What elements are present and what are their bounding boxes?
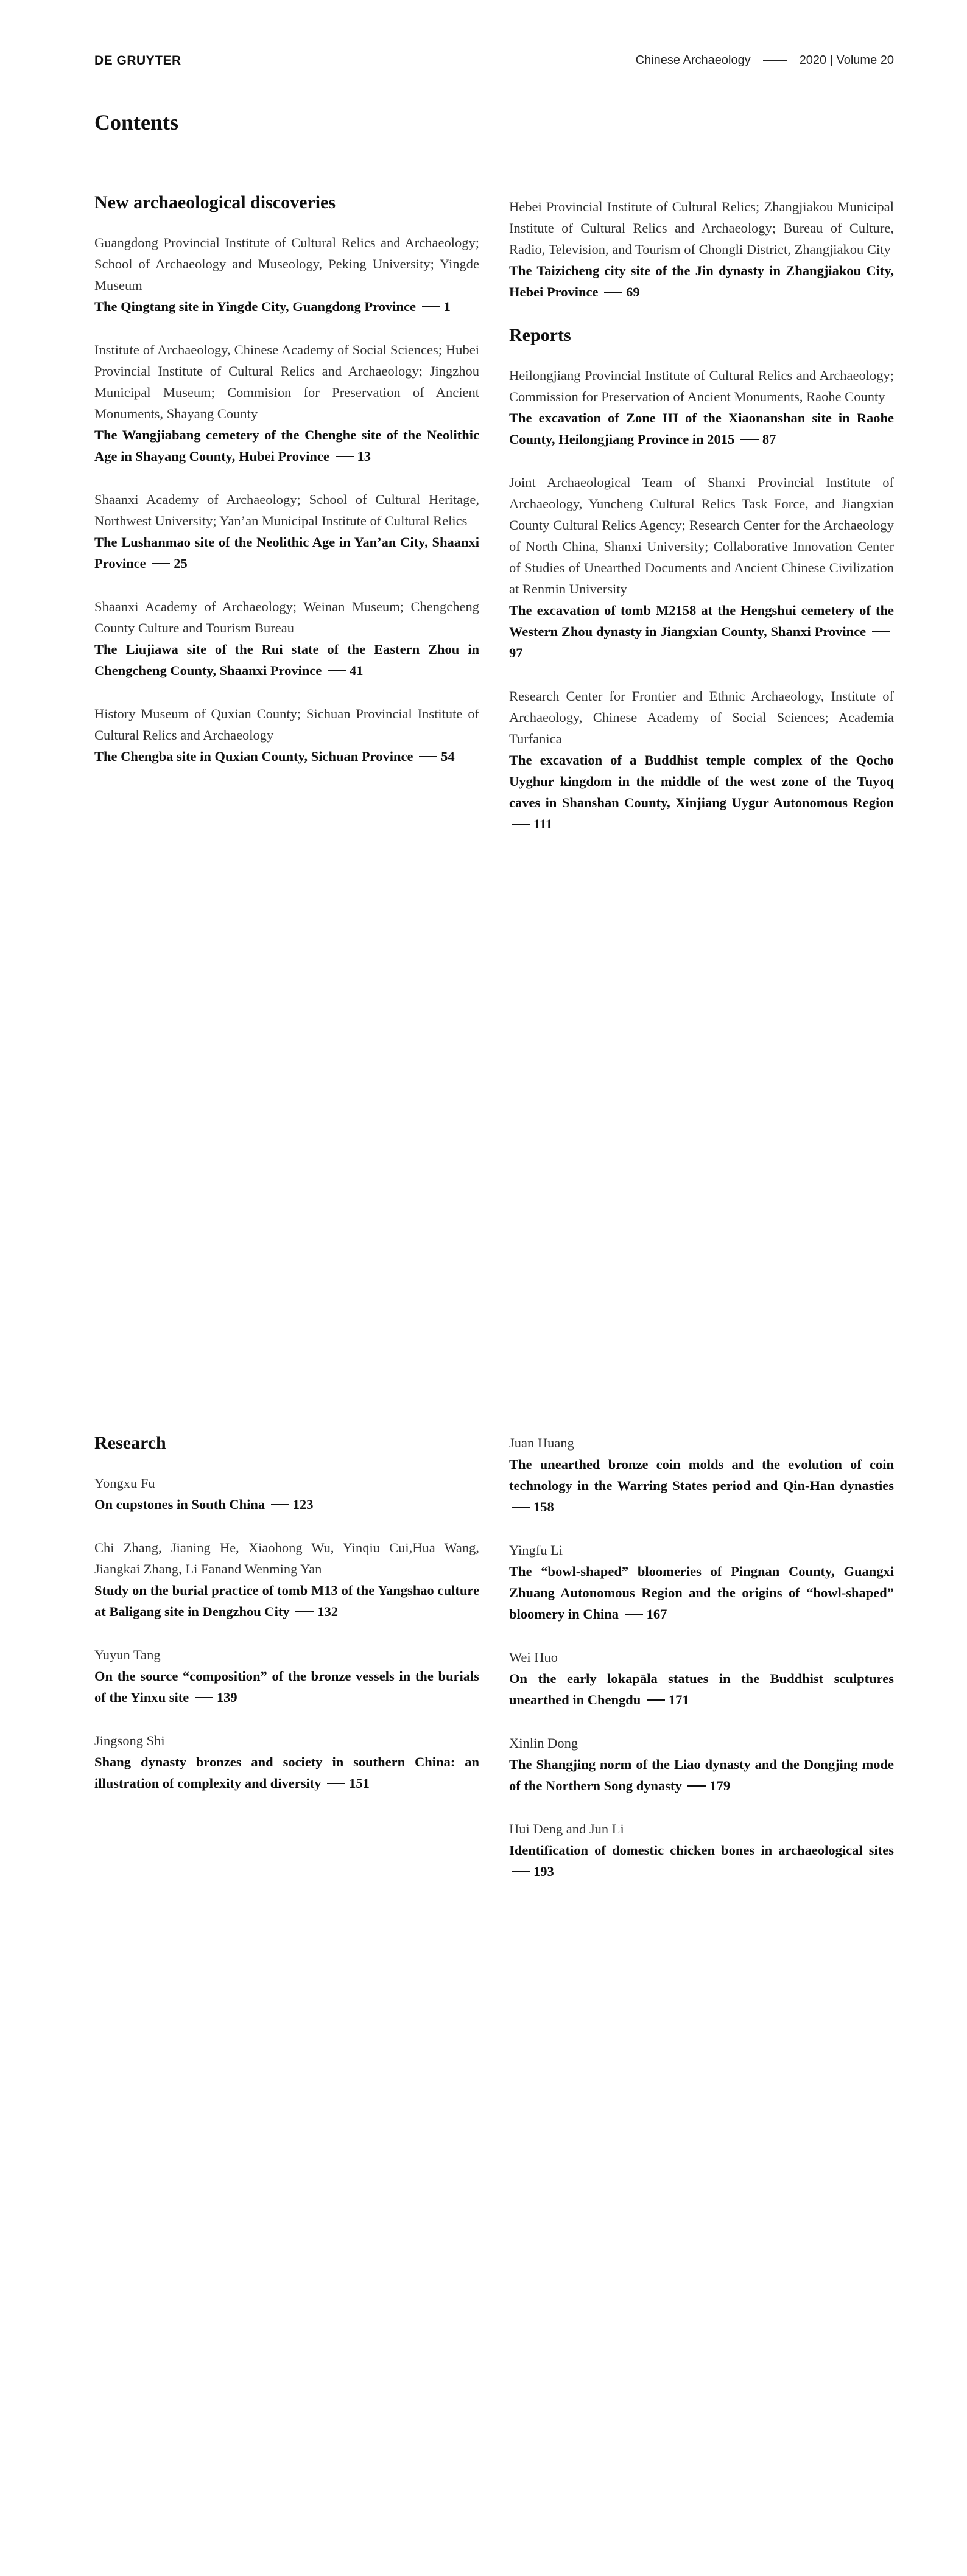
- entry-title-line[interactable]: [509, 1754, 894, 1796]
- toc-entry[interactable]: [509, 196, 894, 303]
- entry-title[interactable]: The excavation of tomb M2158 at the Hengshui cemetery of the Western Zhou dynasty in Jiangxian County, Shanxi Province: [509, 603, 894, 639]
- entry-page[interactable]: 171: [668, 1692, 689, 1707]
- entry-page[interactable]: 179: [709, 1778, 731, 1793]
- page-dash: [625, 1614, 643, 1615]
- journal-name: Chinese Archaeology: [635, 54, 751, 67]
- entry-title-line[interactable]: [94, 1665, 479, 1708]
- entry-page[interactable]: 158: [533, 1499, 554, 1514]
- entry-page[interactable]: 151: [349, 1776, 370, 1791]
- entry-page[interactable]: 1: [443, 299, 451, 314]
- page-dash: [872, 631, 890, 632]
- entry-title[interactable]: The “bowl-shaped” bloomeries of Pingnan County, Guangxi Zhuang Autonomous Region and the origins of “bowl-shaped” bloomery in China: [509, 1564, 894, 1622]
- page-dash: [419, 756, 437, 757]
- entry-title-line[interactable]: [509, 749, 894, 835]
- toc-entry[interactable]: [509, 1432, 894, 1517]
- toc-entry[interactable]: [94, 489, 479, 574]
- entry-page[interactable]: 54: [441, 749, 455, 764]
- page-dash: [271, 1504, 289, 1505]
- entry-title[interactable]: Shang dynasty bronzes and society in southern China: an illustration of complexity and diversity: [94, 1754, 479, 1791]
- entry-page[interactable]: 69: [626, 284, 640, 299]
- entry-page[interactable]: 41: [350, 663, 364, 678]
- toc-entry[interactable]: [94, 232, 479, 317]
- entry-authors: Juan Huang: [509, 1435, 574, 1451]
- page-dash: [512, 1507, 530, 1508]
- entry-title-line[interactable]: [94, 1494, 479, 1515]
- entry-title-line[interactable]: [509, 1668, 894, 1710]
- page-dash: [422, 306, 440, 307]
- entry-page[interactable]: 123: [292, 1497, 314, 1512]
- entry-title[interactable]: The excavation of a Buddhist temple complex of the Qocho Uyghur kingdom in the middle of the west zone of the Tuyoq caves in Shanshan County, Xinjiang Uygur Autonomous Region: [509, 752, 894, 810]
- entry-title[interactable]: The Shangjing norm of the Liao dynasty and the Dongjing mode of the Northern Song dynasty: [509, 1757, 894, 1793]
- entry-title-line[interactable]: [94, 746, 479, 767]
- toc-entry[interactable]: [509, 1818, 894, 1882]
- journal-info: [636, 54, 894, 68]
- section-title-reports: Reports: [509, 325, 571, 345]
- toc-entry[interactable]: [94, 1537, 479, 1622]
- toc-entry[interactable]: [94, 1730, 479, 1794]
- entry-authors: Wei Huo: [509, 1650, 558, 1665]
- entry-page[interactable]: 25: [174, 556, 188, 571]
- entry-title-line[interactable]: [94, 639, 479, 681]
- entry-title[interactable]: The Chengba site in Quxian County, Sichuan Province: [94, 749, 413, 764]
- entry-title-line[interactable]: [509, 1839, 894, 1882]
- entry-title[interactable]: The Taizicheng city site of the Jin dynasty in Zhangjiakou City, Hebei Province: [509, 263, 894, 299]
- entry-page[interactable]: 132: [317, 1604, 339, 1619]
- toc-entry[interactable]: [94, 1472, 479, 1515]
- entry-authors: Xinlin Dong: [509, 1735, 578, 1751]
- entry-authors: Hebei Provincial Institute of Cultural Relics; Zhangjiakou Municipal Institute of Cultural Relics and Archaeology; Bureau of Culture, Radio, Television, and Tourism of Chongli District, Zhangjiakou City: [509, 199, 894, 257]
- page-dash: [647, 1699, 665, 1701]
- page-dash: [687, 1785, 706, 1787]
- entry-page[interactable]: 167: [646, 1606, 667, 1622]
- issue-info: 2020 | Volume 20: [799, 54, 894, 67]
- entry-authors: Institute of Archaeology, Chinese Academy of Social Sciences; Hubei Provincial Institute of Cultural Relics and Archaeology; Jingzhou Municipal Museum; Commision for Preservation of Ancient Monuments, Shayang County: [94, 342, 479, 421]
- section-title-new-discoveries: New archaeological discoveries: [94, 192, 336, 212]
- entry-title[interactable]: The Qingtang site in Yingde City, Guangdong Province: [94, 299, 416, 314]
- entry-authors: Yuyun Tang: [94, 1647, 161, 1662]
- section-title-research: Research: [94, 1433, 166, 1453]
- entry-title[interactable]: Identification of domestic chicken bones in archaeological sites: [509, 1843, 894, 1858]
- entry-authors: Yongxu Fu: [94, 1475, 155, 1491]
- page-dash: [512, 1871, 530, 1872]
- page-header: [94, 51, 894, 73]
- column-left-top: [94, 192, 479, 789]
- page-dash: [295, 1611, 314, 1612]
- column-right-top: [509, 196, 894, 856]
- page-dash: [604, 292, 622, 293]
- page-dash: [195, 1697, 213, 1698]
- entry-title[interactable]: On cupstones in South China: [94, 1497, 265, 1512]
- toc-entry[interactable]: [94, 596, 479, 681]
- entry-authors: Hui Deng and Jun Li: [509, 1821, 624, 1836]
- toc-entry[interactable]: [509, 365, 894, 450]
- entry-title-line[interactable]: [509, 260, 894, 303]
- entry-title-line[interactable]: [94, 1751, 479, 1794]
- page-dash: [740, 439, 759, 440]
- entry-title-line[interactable]: [94, 1580, 479, 1622]
- publisher-logo: DE GRUYTER: [94, 54, 181, 68]
- entry-title-line[interactable]: [509, 407, 894, 450]
- entry-authors: History Museum of Quxian County; Sichuan Provincial Institute of Cultural Relics and Archaeology: [94, 706, 479, 743]
- page-dash: [328, 670, 346, 671]
- entry-authors: Yingfu Li: [509, 1542, 563, 1558]
- entry-title[interactable]: The excavation of Zone III of the Xiaonanshan site in Raohe County, Heilongjiang Province in 2015: [509, 410, 894, 447]
- column-left-bottom: [94, 1432, 479, 1816]
- page-dash: [512, 824, 530, 825]
- page-dash: [327, 1783, 345, 1784]
- page-dash: [336, 456, 354, 457]
- entry-authors: Heilongjiang Provincial Institute of Cultural Relics and Archaeology; Commission for Preservation of Ancient Monuments, Raohe County: [509, 368, 894, 404]
- contents-title: Contents: [94, 110, 179, 135]
- entry-page[interactable]: 97: [509, 645, 523, 660]
- entry-title-line[interactable]: [509, 600, 894, 663]
- entry-authors: Shaanxi Academy of Archaeology; Weinan Museum; Chengcheng County Culture and Tourism Bureau: [94, 599, 479, 635]
- entry-authors: Guangdong Provincial Institute of Cultural Relics and Archaeology; School of Archaeology and Museology, Peking University; Yingde Museum: [94, 235, 479, 293]
- toc-entry[interactable]: [509, 1539, 894, 1625]
- entry-authors: Research Center for Frontier and Ethnic Archaeology, Institute of Archaeology, Chinese Academy of Social Sciences; Academia Turfanica: [509, 688, 894, 746]
- entry-page[interactable]: 193: [533, 1864, 554, 1879]
- header-dash: [763, 60, 787, 61]
- entry-authors: Jingsong Shi: [94, 1733, 165, 1748]
- entry-authors: Shaanxi Academy of Archaeology; School of Cultural Heritage, Northwest University; Yan’an Municipal Institute of Cultural Relics: [94, 492, 479, 528]
- entry-authors: Joint Archaeological Team of Shanxi Provincial Institute of Archaeology, Yuncheng Cultural Relics Task Force, and Jiangxian County Cultural Relics Agency; Research Center for the Archaeology of North China, Shanxi University; Collaborative Innovation Center of Studies of Unearthed Documents and Ancient Chinese Civilization at Renmin University: [509, 475, 894, 597]
- toc-entry[interactable]: [509, 1732, 894, 1796]
- entry-title-line[interactable]: [509, 1454, 894, 1517]
- entry-title[interactable]: The Wangjiabang cemetery of the Chenghe site of the Neolithic Age in Shayang County, Hubei Province: [94, 427, 479, 464]
- column-right-bottom: [509, 1432, 894, 1904]
- entry-authors: Chi Zhang, Jianing He, Xiaohong Wu, Yinqiu Cui,Hua Wang, Jiangkai Zhang, Li Fanand Wenming Yan: [94, 1540, 479, 1577]
- toc-entry[interactable]: [509, 1647, 894, 1710]
- entry-title[interactable]: Study on the burial practice of tomb M13 of the Yangshao culture at Baligang site in Dengzhou City: [94, 1583, 479, 1619]
- entry-title[interactable]: On the early lokapāla statues in the Buddhist sculptures unearthed in Chengdu: [509, 1671, 894, 1707]
- toc-entry[interactable]: [94, 339, 479, 467]
- entry-title-line[interactable]: [94, 424, 479, 467]
- page-dash: [152, 563, 170, 564]
- entry-title-line[interactable]: [509, 1561, 894, 1625]
- entry-title-line[interactable]: [94, 296, 479, 317]
- toc-entry[interactable]: [94, 1644, 479, 1708]
- entry-page[interactable]: 139: [216, 1690, 237, 1705]
- entry-title[interactable]: On the source “composition” of the bronze vessels in the burials of the Yinxu site: [94, 1668, 479, 1705]
- entry-page[interactable]: 87: [762, 432, 776, 447]
- toc-entry[interactable]: [94, 703, 479, 767]
- entry-page[interactable]: 111: [533, 816, 553, 831]
- entry-title-line[interactable]: [94, 531, 479, 574]
- toc-entry[interactable]: [509, 685, 894, 835]
- entry-title[interactable]: The unearthed bronze coin molds and the evolution of coin technology in the Warring States period and Qin-Han dynasties: [509, 1457, 894, 1493]
- entry-page[interactable]: 13: [357, 449, 371, 464]
- toc-entry[interactable]: [509, 472, 894, 663]
- entry-title[interactable]: The Liujiawa site of the Rui state of the Eastern Zhou in Chengcheng County, Shaanxi Province: [94, 642, 479, 678]
- entry-title[interactable]: The Lushanmao site of the Neolithic Age in Yan’an City, Shaanxi Province: [94, 534, 479, 571]
